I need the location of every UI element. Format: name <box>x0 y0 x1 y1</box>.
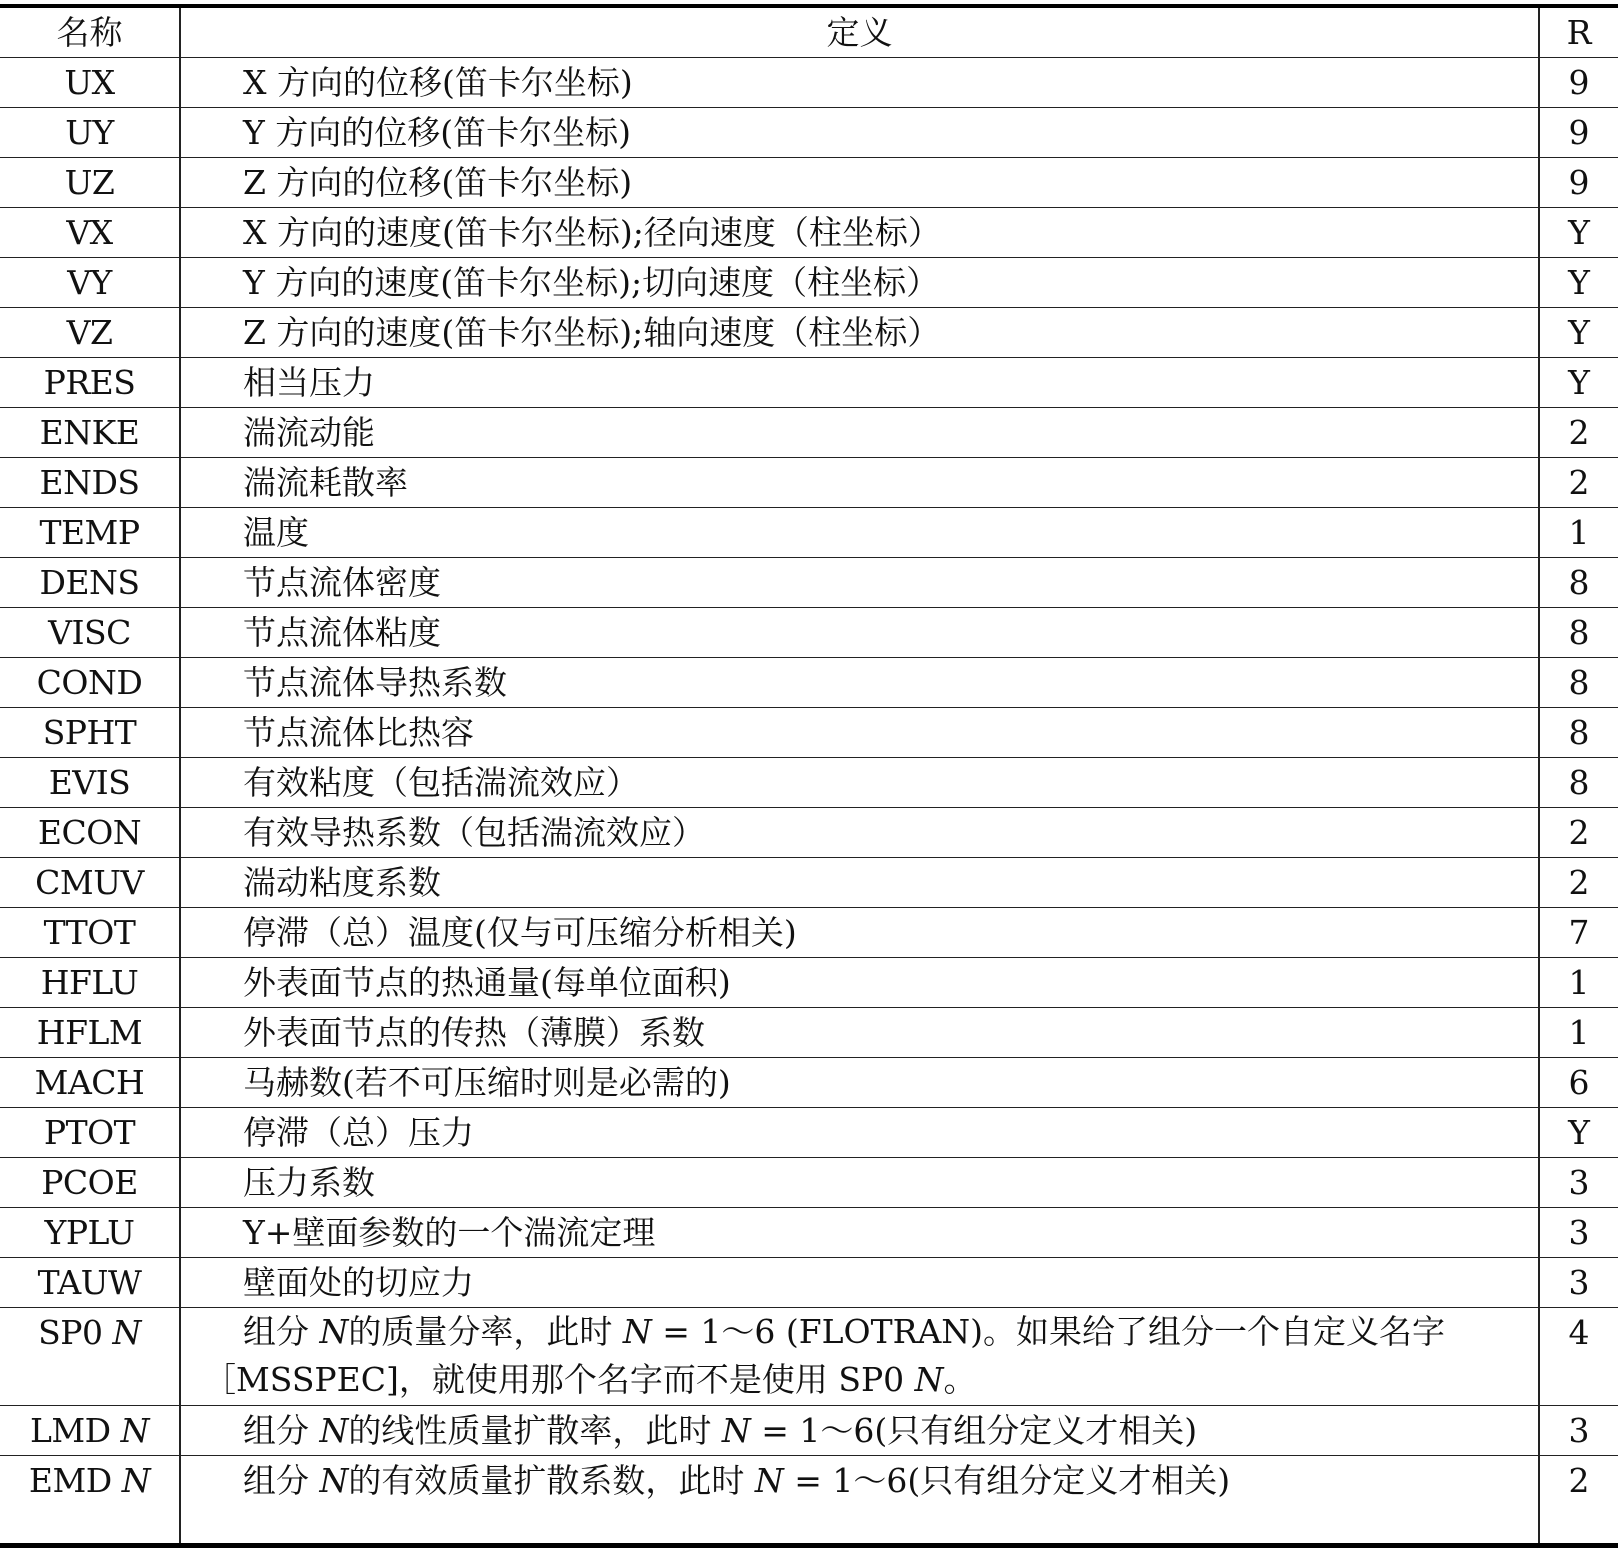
cell-r: 2 <box>1539 408 1618 458</box>
table-body <box>0 58 1618 1546</box>
cell-definition: 节点流体密度 <box>180 558 1539 608</box>
cell-definition: 外表面节点的传热（薄膜）系数 <box>180 1008 1539 1058</box>
header-name: 名称 <box>0 6 180 58</box>
cell-name: UY <box>0 108 180 158</box>
def-part: = 1～6 (FLOTRAN)。如果给了组分一个自定义名字［MSSPEC]，就使用那个名字而不是使用 SP0 <box>203 1312 1446 1399</box>
def-var: N <box>319 1461 349 1500</box>
cell-r: Y <box>1539 308 1618 358</box>
table-row <box>0 908 1618 958</box>
cell-r: 2 <box>1539 858 1618 908</box>
cell-definition: X 方向的速度(笛卡尔坐标);径向速度（柱坐标） <box>180 208 1539 258</box>
cell-name: COND <box>0 658 180 708</box>
cell-definition: 湍流动能 <box>180 408 1539 458</box>
cell-r: 4 <box>1539 1308 1618 1406</box>
def-var: N <box>319 1312 349 1351</box>
cell-definition: 外表面节点的热通量(每单位面积) <box>180 958 1539 1008</box>
name-prefix: EMD <box>28 1461 112 1500</box>
cell-name <box>0 1456 180 1546</box>
table-row <box>0 558 1618 608</box>
cell-r: 2 <box>1539 458 1618 508</box>
cell-r: Y <box>1539 258 1618 308</box>
table-header-row <box>0 6 1618 58</box>
cell-r: 2 <box>1539 1456 1618 1546</box>
table-row <box>0 358 1618 408</box>
header-definition: 定义 <box>180 6 1539 58</box>
cell-r: 9 <box>1539 158 1618 208</box>
cell-r: 1 <box>1539 508 1618 558</box>
cell-r: 1 <box>1539 1008 1618 1058</box>
cell-r: 2 <box>1539 808 1618 858</box>
cell-definition: Z 方向的位移(笛卡尔坐标) <box>180 158 1539 208</box>
table-row <box>0 758 1618 808</box>
table-row <box>0 508 1618 558</box>
cell-definition <box>180 1456 1539 1546</box>
cell-name: SPHT <box>0 708 180 758</box>
def-var: N <box>721 1410 751 1450</box>
cell-definition: 停滞（总）温度(仅与可压缩分析相关) <box>180 908 1539 958</box>
cell-definition: Y+壁面参数的一个湍流定理 <box>180 1208 1539 1258</box>
header-r: R <box>1539 6 1618 58</box>
cell-definition <box>180 1308 1539 1406</box>
cell-name: TTOT <box>0 908 180 958</box>
cell-r: 3 <box>1539 1158 1618 1208</box>
table-row <box>0 1208 1618 1258</box>
table-row <box>0 608 1618 658</box>
name-var: N <box>121 1461 151 1500</box>
cell-name: EVIS <box>0 758 180 808</box>
cell-definition: Y 方向的位移(笛卡尔坐标) <box>180 108 1539 158</box>
cell-definition <box>180 1406 1539 1456</box>
cell-definition: 压力系数 <box>180 1158 1539 1208</box>
cell-definition: 湍流耗散率 <box>180 458 1539 508</box>
cell-r: Y <box>1539 1108 1618 1158</box>
cell-name: ENKE <box>0 408 180 458</box>
table-row <box>0 258 1618 308</box>
table-row <box>0 858 1618 908</box>
cell-name: PTOT <box>0 1108 180 1158</box>
cell-r: 7 <box>1539 908 1618 958</box>
def-part: = 1～6(只有组分定义才相关) <box>794 1461 1231 1500</box>
table-row <box>0 1108 1618 1158</box>
table-row <box>0 1058 1618 1108</box>
variable-table <box>0 4 1618 1548</box>
cell-r: 3 <box>1539 1208 1618 1258</box>
table-row <box>0 808 1618 858</box>
name-var: N <box>120 1410 150 1450</box>
table-row <box>0 458 1618 508</box>
table-row <box>0 108 1618 158</box>
cell-name: VZ <box>0 308 180 358</box>
cell-name: VISC <box>0 608 180 658</box>
cell-definition: 温度 <box>180 508 1539 558</box>
cell-definition: 停滞（总）压力 <box>180 1108 1539 1158</box>
cell-name: TAUW <box>0 1258 180 1308</box>
cell-name <box>0 1308 180 1406</box>
cell-r: 8 <box>1539 608 1618 658</box>
cell-name: TEMP <box>0 508 180 558</box>
cell-definition: 湍动粘度系数 <box>180 858 1539 908</box>
cell-r: Y <box>1539 358 1618 408</box>
cell-definition: 节点流体导热系数 <box>180 658 1539 708</box>
cell-name: VY <box>0 258 180 308</box>
table-row-emd <box>0 1456 1618 1546</box>
cell-name <box>0 1406 180 1456</box>
table-row <box>0 158 1618 208</box>
cell-r: Y <box>1539 208 1618 258</box>
cell-definition: 马赫数(若不可压缩时则是必需的) <box>180 1058 1539 1108</box>
cell-r: 1 <box>1539 958 1618 1008</box>
def-part: 。 <box>943 1360 977 1399</box>
table-row <box>0 708 1618 758</box>
def-var: N <box>622 1312 652 1351</box>
cell-r: 3 <box>1539 1406 1618 1456</box>
cell-definition: Y 方向的速度(笛卡尔坐标);切向速度（柱坐标） <box>180 258 1539 308</box>
def-part: 组分 <box>243 1410 309 1450</box>
cell-r: 8 <box>1539 558 1618 608</box>
cell-definition: 相当压力 <box>180 358 1539 408</box>
cell-definition: 节点流体粘度 <box>180 608 1539 658</box>
cell-r: 9 <box>1539 108 1618 158</box>
cell-name: MACH <box>0 1058 180 1108</box>
cell-definition: 节点流体比热容 <box>180 708 1539 758</box>
cell-definition: 有效导热系数（包括湍流效应） <box>180 808 1539 858</box>
cell-definition: Z 方向的速度(笛卡尔坐标);轴向速度（柱坐标） <box>180 308 1539 358</box>
cell-name: UX <box>0 58 180 108</box>
table-row <box>0 58 1618 108</box>
cell-definition: X 方向的位移(笛卡尔坐标) <box>180 58 1539 108</box>
cell-name: HFLM <box>0 1008 180 1058</box>
cell-name: PRES <box>0 358 180 408</box>
cell-name: ECON <box>0 808 180 858</box>
table-row <box>0 658 1618 708</box>
cell-name: PCOE <box>0 1158 180 1208</box>
cell-name: CMUV <box>0 858 180 908</box>
table-row <box>0 1258 1618 1308</box>
def-var: N <box>754 1461 784 1500</box>
table-row <box>0 408 1618 458</box>
cell-r: 9 <box>1539 58 1618 108</box>
cell-name: HFLU <box>0 958 180 1008</box>
def-part: 组分 <box>243 1461 309 1500</box>
cell-name: YPLU <box>0 1208 180 1258</box>
cell-r: 8 <box>1539 758 1618 808</box>
cell-definition: 有效粘度（包括湍流效应） <box>180 758 1539 808</box>
cell-r: 3 <box>1539 1258 1618 1308</box>
table-row <box>0 308 1618 358</box>
def-part: 的线性质量扩散率，此时 <box>348 1410 712 1450</box>
def-var: N <box>914 1360 944 1399</box>
cell-r: 6 <box>1539 1058 1618 1108</box>
table-row <box>0 958 1618 1008</box>
def-part: 的质量分率，此时 <box>348 1312 613 1351</box>
name-prefix: LMD <box>29 1410 111 1450</box>
cell-name: DENS <box>0 558 180 608</box>
table-row-sp0 <box>0 1308 1618 1406</box>
cell-r: 8 <box>1539 708 1618 758</box>
cell-name: UZ <box>0 158 180 208</box>
cell-name: VX <box>0 208 180 258</box>
table-row <box>0 1008 1618 1058</box>
name-prefix: SP0 <box>38 1313 103 1352</box>
def-part: 的有效质量扩散系数，此时 <box>348 1461 745 1500</box>
cell-name: ENDS <box>0 458 180 508</box>
name-var: N <box>112 1313 141 1352</box>
table-row <box>0 208 1618 258</box>
def-var: N <box>319 1410 349 1450</box>
table-row <box>0 1158 1618 1208</box>
table-row-lmd <box>0 1406 1618 1456</box>
def-part: = 1～6(只有组分定义才相关) <box>761 1410 1198 1450</box>
def-part: 组分 <box>243 1312 309 1351</box>
cell-r: 8 <box>1539 658 1618 708</box>
cell-definition: 壁面处的切应力 <box>180 1258 1539 1308</box>
